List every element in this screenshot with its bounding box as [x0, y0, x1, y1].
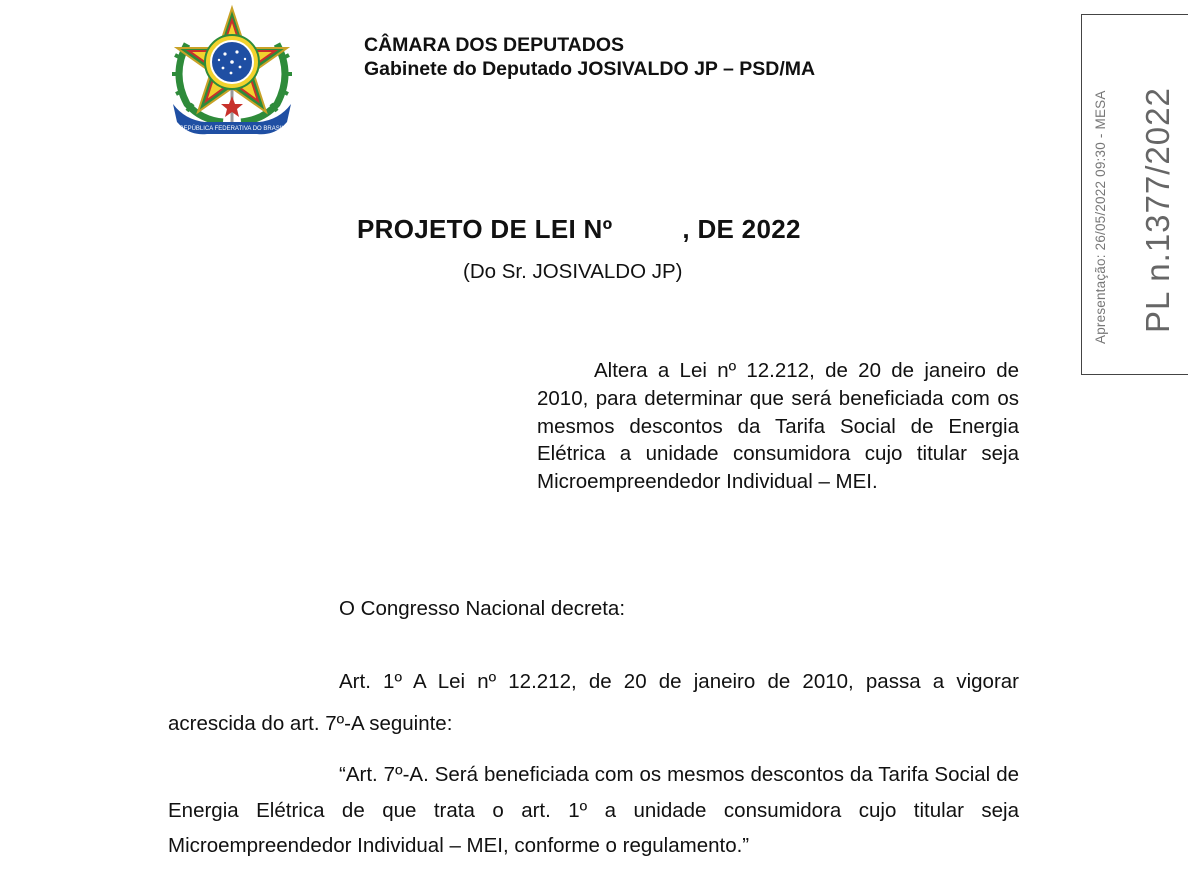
ribbon-text: REPÚBLICA FEDERATIVA DO BRASIL — [179, 126, 285, 132]
bill-title-prefix: PROJETO DE LEI Nº — [357, 214, 613, 244]
bill-title-suffix: , DE 2022 — [682, 214, 801, 244]
bill-summary: Altera a Lei nº 12.212, de 20 de janeiro de 2010, para determinar que será beneficiada com os mesmos descontos da Tarifa Social de Energia Elétrica a unidade consumidora cujo titular seja Microempreendedor Individual – MEI. — [537, 359, 1019, 494]
bill-title — [357, 214, 801, 245]
institution-name: CÂMARA DOS DEPUTADOS — [364, 34, 625, 56]
presentation-stamp-text: Apresentação: 26/05/2022 09:30 - MESA — [1093, 90, 1108, 344]
document-header — [364, 33, 815, 81]
article-1: Art. 1º A Lei nº 12.212, de 20 de janeiro de 2010, passa a vigorar acrescida do art. 7º-A seguinte: — [168, 670, 1019, 735]
bill-author: (Do Sr. JOSIVALDO JP) — [463, 260, 683, 283]
brazil-coat-of-arms-icon — [165, 4, 299, 138]
office-name: Gabinete do Deputado JOSIVALDO JP – PSD/MA — [364, 58, 816, 80]
bill-number-stamp: PL n.1377/2022 — [1139, 87, 1176, 333]
article-7a: “Art. 7º-A. Será beneficiada com os mesmos descontos da Tarifa Social de Energia Elétrica de que trata o art. 1º a unidade consumidora cujo titular seja Microempreendedor Individual – MEI, conforme o regulamento.” — [168, 763, 1019, 857]
enacting-clause: O Congresso Nacional decreta: — [339, 597, 626, 620]
